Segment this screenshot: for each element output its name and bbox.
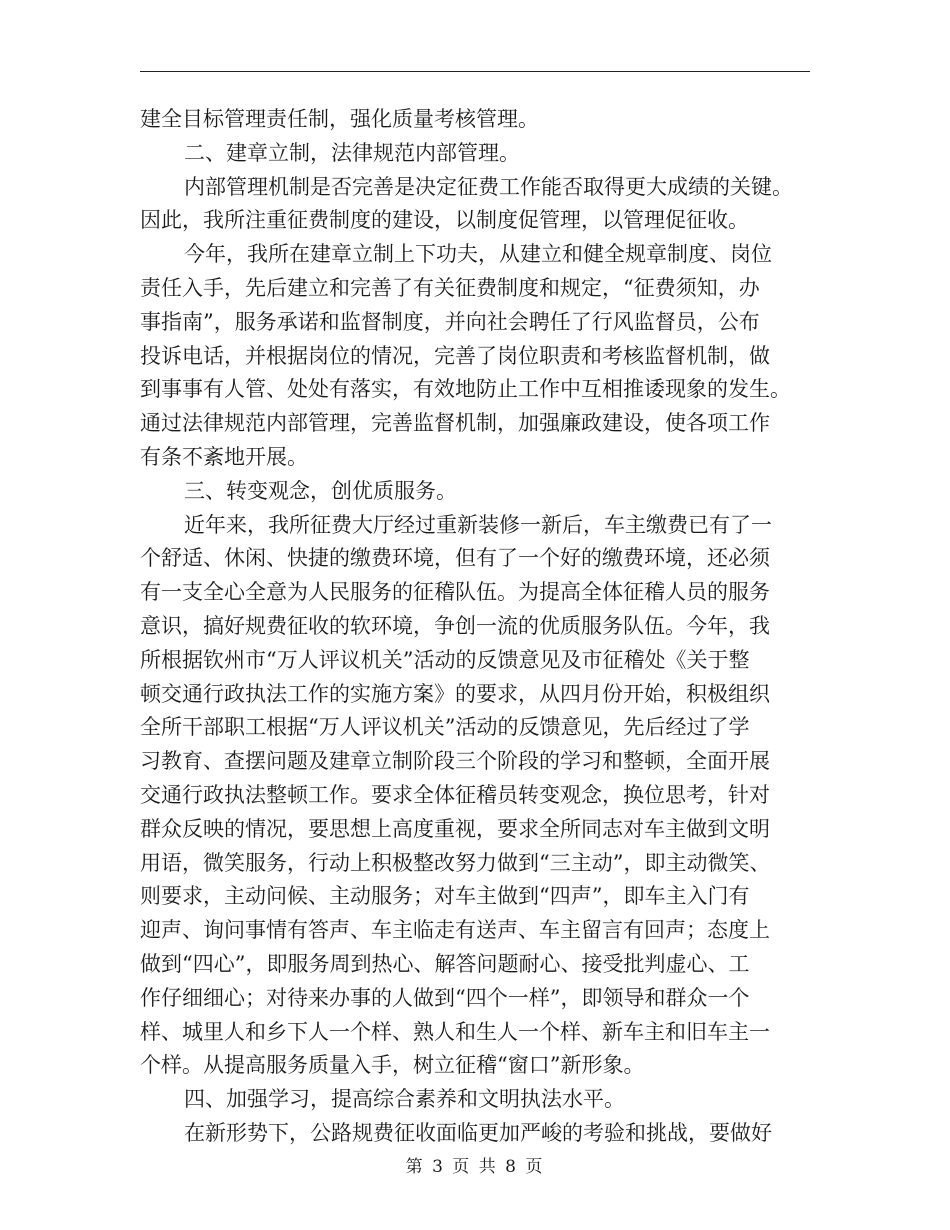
- text-line: 有条不紊地开展。: [140, 444, 308, 469]
- text-line: 迎声、询问事情有答声、车主临走有送声、车主留言有回声；态度上: [140, 918, 770, 943]
- text-line: 全所干部职工根据“万人评议机关”活动的反馈意见，先后经过了学: [140, 715, 750, 740]
- text-line: 建全目标管理责任制，强化质量考核管理。: [140, 107, 539, 131]
- text-line: 通过法律规范内部管理，完善监督机制，加强廉政建设，使各项工作: [140, 411, 770, 436]
- text-line: 四、加强学习，提高综合素养和文明执法水平。: [184, 1087, 625, 1112]
- text-line: 顿交通行政执法工作的实施方案》的要求，从四月份开始，积极组织: [140, 681, 770, 706]
- text-line: 做到“四心”，即服务周到热心、解答问题耐心、接受批判虚心、工: [140, 951, 750, 976]
- text-line: 所根据钦州市“万人评议机关”活动的反馈意见及市征稽处《关于整: [140, 647, 750, 672]
- text-line: 事指南”，服务承诺和监督制度，并向社会聘任了行风监督员，公布: [140, 309, 760, 334]
- text-line: 意识，搞好规费征收的软环境，争创一流的优质服务队伍。今年，我: [140, 613, 770, 638]
- text-line: 样、城里人和乡下人一个样、熟人和生人一个样、新车主和旧车主一: [140, 1019, 770, 1044]
- text-line: 因此，我所注重征费制度的建设，以制度促管理，以管理促征收。: [140, 208, 749, 233]
- text-line: 群众反映的情况，要思想上高度重视，要求全所同志对车主做到文明: [140, 816, 770, 841]
- text-line: 近年来，我所征费大厅经过重新装修一新后，车主缴费已有了一: [184, 512, 772, 537]
- text-line: 用语，微笑服务，行动上积极整改努力做到“三主动”，即主动微笑、: [140, 850, 771, 875]
- text-line: 在新形势下，公路规费征收面临更加严峻的考验和挑战，要做好: [184, 1120, 772, 1145]
- text-line: 今年，我所在建章立制上下功夫，从建立和健全规章制度、岗位: [184, 242, 772, 267]
- text-line: 三、转变观念，创优质服务。: [184, 478, 457, 503]
- document-body: [140, 103, 810, 1151]
- text-line: 个舒适、休闲、快捷的缴费环境，但有了一个好的缴费环境，还必须: [140, 546, 770, 571]
- text-line: 二、建章立制，法律规范内部管理。: [184, 140, 520, 165]
- text-line: 交通行政执法整顿工作。要求全体征稽员转变观念，换位思考，针对: [140, 782, 770, 807]
- text-line: 则要求，主动问候、主动服务；对车主做到“四声”，即车主入门有: [140, 884, 750, 909]
- page-number-footer: 第 3 页 共 8 页: [405, 1157, 545, 1177]
- text-line: 个样。从提高服务质量入手，树立征稽“窗口”新形象。: [140, 1053, 645, 1078]
- text-line: 作仔细细心；对待来办事的人做到“四个一样”，即领导和群众一个: [140, 985, 750, 1010]
- text-line: 投诉电话，并根据岗位的情况，完善了岗位职责和考核监督机制，做: [140, 343, 770, 368]
- text-line: 内部管理机制是否完善是决定征费工作能否取得更大成绩的关键。: [184, 174, 793, 199]
- text-line: 有一支全心全意为人民服务的征稽队伍。为提高全体征稽人员的服务: [140, 580, 770, 605]
- text-line: 责任入手，先后建立和完善了有关征费制度和规定，“征费须知，办: [140, 275, 760, 300]
- text-line: 习教育、查摆问题及建章立制阶段三个阶段的学习和整顿，全面开展: [140, 749, 770, 774]
- text-line: 到事事有人管、处处有落实，有效地防止工作中互相推诿现象的发生。: [140, 377, 791, 402]
- header-rule: [140, 71, 810, 72]
